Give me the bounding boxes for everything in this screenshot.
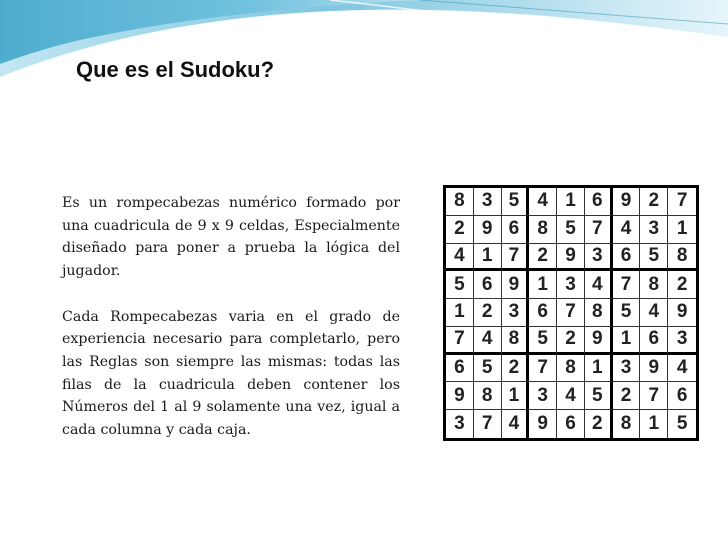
slide-title: Que es el Sudoku? <box>76 57 275 82</box>
sudoku-cell: 4 <box>557 382 585 410</box>
sudoku-cell: 2 <box>446 216 474 244</box>
sudoku-cell: 7 <box>529 355 557 383</box>
sudoku-cell: 1 <box>529 271 557 299</box>
sudoku-cell: 5 <box>502 188 530 216</box>
sudoku-cell: 6 <box>474 271 502 299</box>
sudoku-cell: 5 <box>446 271 474 299</box>
sudoku-cell: 9 <box>668 299 696 327</box>
paragraph-definition: Es un rompecabezas numérico formado por una cuadricula de 9 x 9 celdas, Especialmente diseñado para poner a prueba la lógica del jugador. <box>62 195 400 280</box>
sudoku-cell: 7 <box>502 244 530 272</box>
sudoku-cell: 7 <box>446 327 474 355</box>
sudoku-cell: 9 <box>640 355 668 383</box>
sudoku-cell: 6 <box>640 327 668 355</box>
sudoku-cell: 8 <box>529 216 557 244</box>
sudoku-cell: 6 <box>668 382 696 410</box>
sudoku-cell: 2 <box>557 327 585 355</box>
sudoku-cell: 4 <box>613 216 641 244</box>
sudoku-cell: 6 <box>529 299 557 327</box>
sudoku-cell: 9 <box>585 327 613 355</box>
paragraph-rules: Cada Rompecabezas varia en el grado de experiencia necesario para completarlo, pero las Reglas son siempre las mismas: todas las filas de la cuadricula deben contener los Números del 1 al 9 solamente una vez, igual a cada columna y cada caja. <box>62 308 400 439</box>
sudoku-cell: 5 <box>557 216 585 244</box>
sudoku-cell: 9 <box>474 216 502 244</box>
sudoku-cell: 1 <box>640 410 668 438</box>
sudoku-cell: 6 <box>585 188 613 216</box>
sudoku-cell: 7 <box>640 382 668 410</box>
sudoku-cell: 3 <box>474 188 502 216</box>
sudoku-cell: 1 <box>557 188 585 216</box>
sudoku-cell: 6 <box>557 410 585 438</box>
sudoku-cell: 4 <box>585 271 613 299</box>
sudoku-cell: 8 <box>557 355 585 383</box>
sudoku-cell: 5 <box>529 327 557 355</box>
sudoku-cell: 7 <box>668 188 696 216</box>
sudoku-cell: 5 <box>640 244 668 272</box>
sudoku-cell: 7 <box>474 410 502 438</box>
sudoku-cell: 8 <box>585 299 613 327</box>
sudoku-cell: 4 <box>640 299 668 327</box>
sudoku-cell: 2 <box>585 410 613 438</box>
sudoku-cell: 5 <box>613 299 641 327</box>
sudoku-cell: 3 <box>529 382 557 410</box>
sudoku-cell: 3 <box>640 216 668 244</box>
sudoku-cell: 5 <box>676 413 688 435</box>
sudoku-cell: 2 <box>640 188 668 216</box>
sudoku-cell: 2 <box>502 355 530 383</box>
sudoku-cell: 4 <box>446 244 474 272</box>
sudoku-cell: 6 <box>446 355 474 383</box>
sudoku-cell: 8 <box>613 410 641 438</box>
sudoku-cell: 8 <box>668 244 696 272</box>
sudoku-cell: 6 <box>502 216 530 244</box>
sudoku-cell: 2 <box>613 382 641 410</box>
sudoku-cell: 9 <box>529 410 557 438</box>
sudoku-cell: 5 <box>474 355 502 383</box>
sudoku-cell: 1 <box>502 382 530 410</box>
sudoku-cell: 9 <box>446 382 474 410</box>
sudoku-cell: 4 <box>668 355 696 383</box>
sudoku-cell: 9 <box>613 188 641 216</box>
sudoku-cell: 1 <box>613 327 641 355</box>
sudoku-cell: 3 <box>502 299 530 327</box>
slide-body <box>62 192 400 442</box>
sudoku-cell: 8 <box>502 327 530 355</box>
sudoku-cell: 9 <box>557 244 585 272</box>
sudoku-cell: 1 <box>474 244 502 272</box>
sudoku-cell: 7 <box>557 299 585 327</box>
sudoku-cell: 7 <box>585 216 613 244</box>
sudoku-cell: 4 <box>529 188 557 216</box>
sudoku-cell: 4 <box>474 327 502 355</box>
sudoku-cell: 3 <box>668 327 696 355</box>
sudoku-cell: 3 <box>446 410 474 438</box>
sudoku-cell: 2 <box>529 244 557 272</box>
sudoku-cell: 1 <box>585 355 613 383</box>
sudoku-cell: 3 <box>613 355 641 383</box>
sudoku-cell: 8 <box>446 188 474 216</box>
sudoku-grid <box>443 185 699 441</box>
sudoku-cell: 8 <box>640 271 668 299</box>
sudoku-cell: 9 <box>502 271 530 299</box>
sudoku-cell: 6 <box>613 244 641 272</box>
sudoku-cell: 1 <box>668 216 696 244</box>
sudoku-cell: 2 <box>668 271 696 299</box>
sudoku-cell: 5 <box>585 382 613 410</box>
sudoku-cell: 2 <box>474 299 502 327</box>
sudoku-cell: 3 <box>585 244 613 272</box>
sudoku-cell: 7 <box>613 271 641 299</box>
sudoku-cell: 1 <box>446 299 474 327</box>
sudoku-cell: 4 <box>502 410 530 438</box>
sudoku-cell: 8 <box>474 382 502 410</box>
sudoku-cell: 3 <box>557 271 585 299</box>
